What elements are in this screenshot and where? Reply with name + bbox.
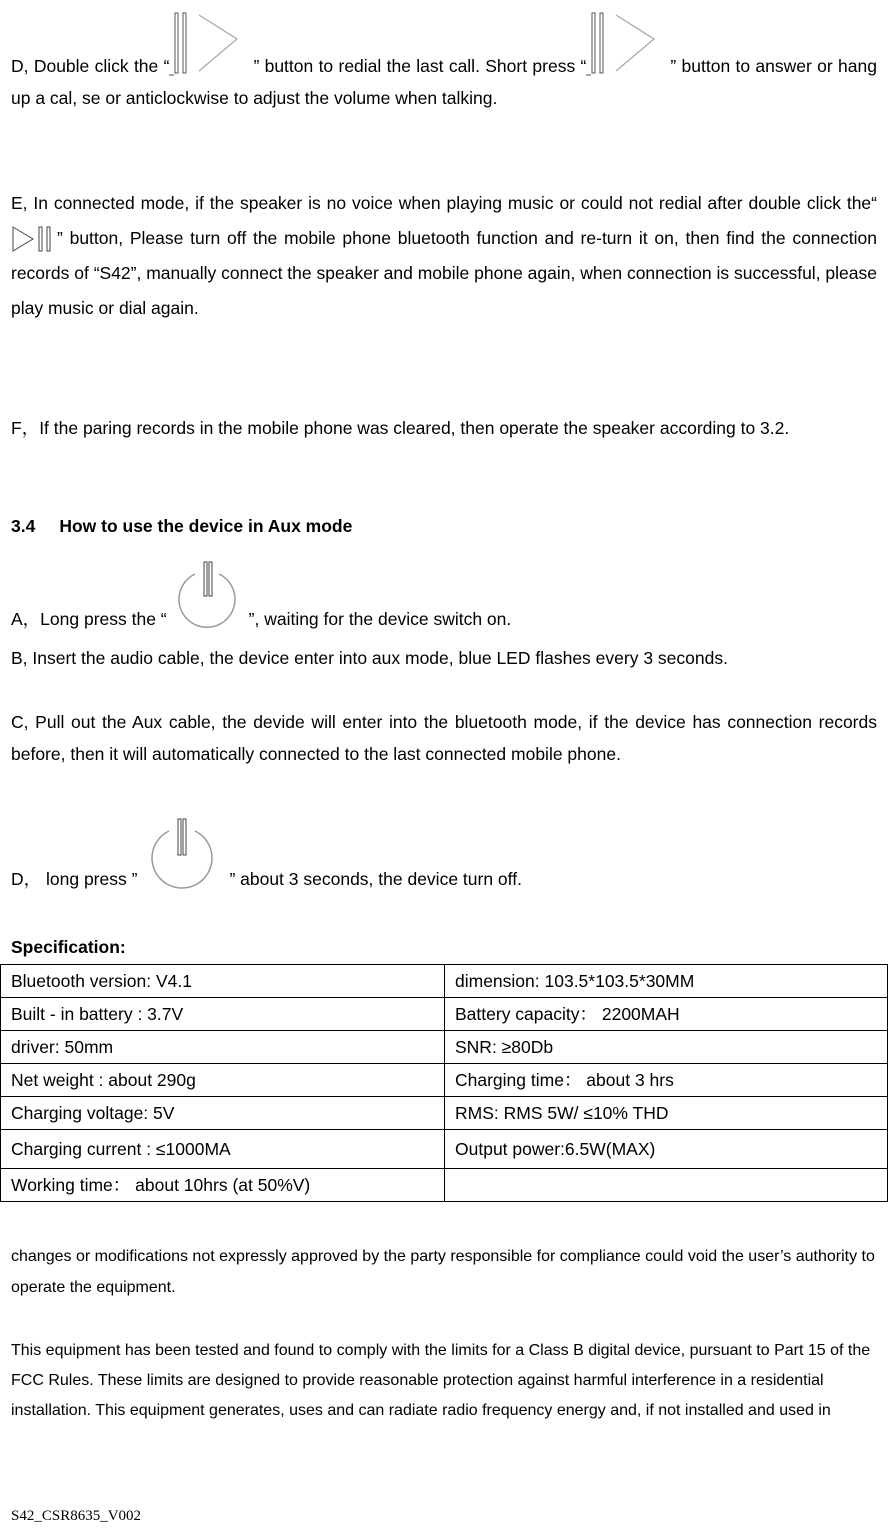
table-cell: Net weight : about 290g (1, 1064, 445, 1097)
table-cell (445, 1169, 888, 1202)
table-cell: Built - in battery : 3.7V (1, 998, 445, 1031)
table-cell: Bluetooth version: V4.1 (1, 965, 445, 998)
power-icon (137, 817, 229, 889)
table-cell: Charging time： about 3 hrs (445, 1064, 888, 1097)
text: button to redial the last call. Short press (264, 56, 576, 76)
table-row (1, 1097, 888, 1130)
section-heading: 3.4 How to use the device in Aux mode (11, 516, 353, 536)
table-cell: Charging voltage: 5V (1, 1097, 445, 1130)
table-cell: Working time： about 10hrs (at 50%V) (1, 1169, 445, 1202)
play-pause-icon (169, 9, 253, 79)
text: D, Double click the (11, 56, 159, 76)
paragraph-d: D, Double click the “ ” button to redial the last call. Short press “ ” button to answer or hang up a cal, se or anticlockwise to adjust the volume when talking. (11, 50, 877, 114)
power-icon (167, 560, 249, 630)
table-cell: Output power:6.5W(MAX) (445, 1130, 888, 1169)
table-row (1, 998, 888, 1031)
table-row (1, 1031, 888, 1064)
table-cell: driver: 50mm (1, 1031, 445, 1064)
table-cell: Battery capacity： 2200MAH (445, 998, 888, 1031)
table-cell: SNR: ≥80Db (445, 1031, 888, 1064)
table-row (1, 1169, 888, 1202)
paragraph-f: F，If the paring records in the mobile phone was cleared, then operate the speaker according to 3.2. (11, 418, 790, 438)
document-footer: S42_CSR8635_V002 (11, 1508, 142, 1524)
spec-table (0, 964, 888, 1202)
table-cell: RMS: RMS 5W/ ≤10% THD (445, 1097, 888, 1130)
table-cell: Charging current : ≤1000MA (1, 1130, 445, 1169)
play-pause-small-icon (11, 225, 57, 253)
compliance-notice: changes or modifications not expressly approved by the party responsible for compliance could void the user’s authority to operate the equipment. (11, 1248, 875, 1296)
text: ” button, Please turn off the mobile phone bluetooth function and re-turn it on, then find the connection records of “S42”, manually connect the speaker and mobile phone again, when connection is successful, please play music or dial again. (11, 228, 877, 318)
table-row (1, 1064, 888, 1097)
aux-step-b: B, Insert the audio cable, the device enter into aux mode, blue LED flashes every 3 seconds. (11, 648, 728, 668)
fcc-notice: This equipment has been tested and found to comply with the limits for a Class B digital device, pursuant to Part 15 of the FCC Rules. These limits are designed to provide reasonable protection against harmful interference in a residential installation. This equipment generates, uses and can radiate radio frequency energy and, if not installed and used in (11, 1342, 871, 1419)
table-row (1, 965, 888, 998)
table-cell: dimension: 103.5*103.5*30MM (445, 965, 888, 998)
table-row (1, 1130, 888, 1169)
aux-step-a: A，Long press the “ ”, waiting for the device switch on. (11, 604, 877, 634)
spec-title: Specification: (11, 937, 126, 957)
aux-step-d: D， long press ” ” about 3 seconds, the device turn off. (11, 864, 877, 894)
text: button to answer or hang up a cal, se or anticlockwise to adjust the volume when talking. (11, 56, 877, 108)
play-pause-icon (586, 9, 670, 79)
paragraph-e (11, 186, 877, 326)
text: E, In connected mode, if the speaker is no voice when playing music or could not redial after double click the“ (11, 193, 877, 213)
aux-step-c: C, Pull out the Aux cable, the devide will enter into the bluetooth mode, if the device has connection records before, then it will automatically connected to the last connected mobile phone. (11, 712, 877, 764)
